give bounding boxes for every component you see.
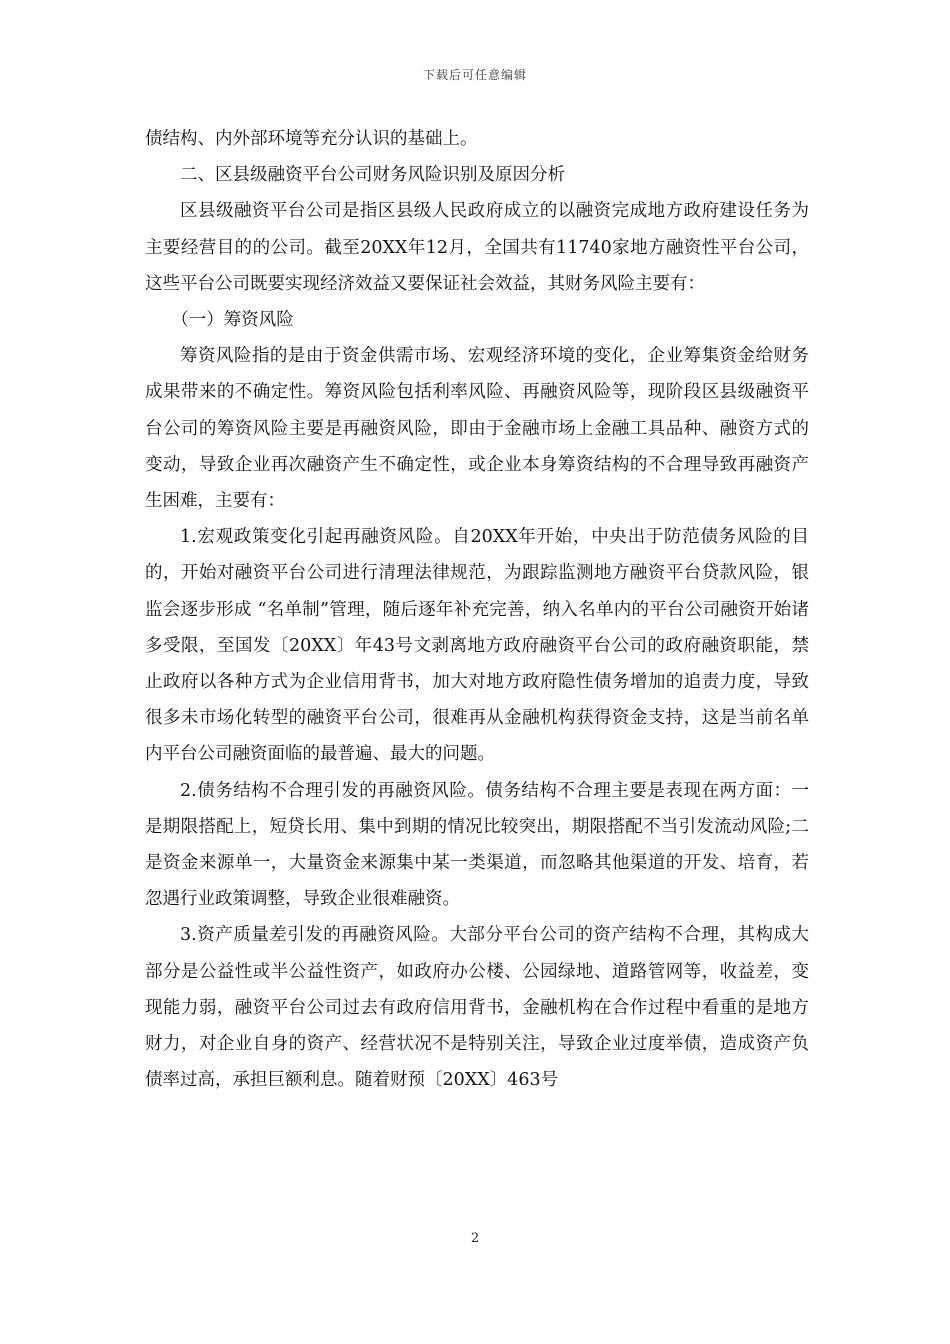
paragraph-point-3: 3.资产质量差引发的再融资风险。大部分平台公司的资产结构不合理，其构成大部分是公益性或半公益性资产，如政府办公楼、公园绿地、道路管网等，收益差，变现能力弱，融资平台公司过去有政府信用背书，金融机构在合作过程中看重的是地方财力，对企业自身的资产、经营状况不是特别关注，导致企业过度举债，造成资产负债率过高，承担巨额利息。随着财预〔20XX〕463号 bbox=[145, 925, 809, 1091]
paragraph-point-2: 2.债务结构不合理引发的再融资风险。债务结构不合理主要是表现在两方面：一是期限搭配上，短贷长用、集中到期的情况比较突出，期限搭配不当引发流动风险;二是资金来源单一，大量资金来源集中某一类渠道，而忽略其他渠道的开发、培育，若忽遇行业政策调整，导致企业很难融资。 bbox=[145, 780, 809, 910]
section-heading: 二、区县级融资平台公司财务风险识别及原因分析 bbox=[180, 165, 565, 186]
paragraph-intro: 区县级融资平台公司是指区县级人民政府成立的以融资完成地方政府建设任务为主要经营目的的公司。截至20XX年12月，全国共有11740家地方融资性平台公司，这些平台公司既要实现经济效益又要保证社会效益，其财务风险主要有： bbox=[145, 201, 809, 294]
paragraph-point-1: 1.宏观政策变化引起再融资风险。自20XX年开始，中央出于防范债务风险的目的，开始对融资平台公司进行清理法律规范，为跟踪监测地方融资平台贷款风险，银监会逐步形成 “名单制”管理，随后逐年补充完善，纳入名单内的平台公司融资开始诸多受限，至国发〔20XX〕年43号文剥离地方政府融资平台公司的政府融资职能，禁止政府以各种方式为企业信用背书，加大对地方政府隐性债务增加的追责力度，导致很多未市场化转型的融资平台公司，很难再从金融机构获得资金支持，这是当前名单内平台公司融资面临的最普遍、最大的问题。 bbox=[145, 527, 809, 765]
page-number: 2 bbox=[470, 1231, 480, 1246]
document-body bbox=[145, 121, 809, 1098]
paragraph-financing-risk: 筹资风险指的是由于资金供需市场、宏观经济环境的变化，企业筹集资金给财务成果带来的不确定性。筹资风险包括利率风险、再融资风险等，现阶段区县级融资平台公司的筹资风险主要是再融资风险，即由于金融市场上金融工具品种、融资方式的变动，导致企业再次融资产生不确定性，或企业本身筹资结构的不合理导致再融资产生困难，主要有： bbox=[145, 346, 809, 512]
sub-heading-financing-risk: （一）筹资风险 bbox=[171, 310, 294, 331]
paragraph-continuation: 债结构、内外部环境等充分认识的基础上。 bbox=[145, 129, 478, 149]
page-header: 下载后可任意编辑 bbox=[422, 68, 527, 82]
